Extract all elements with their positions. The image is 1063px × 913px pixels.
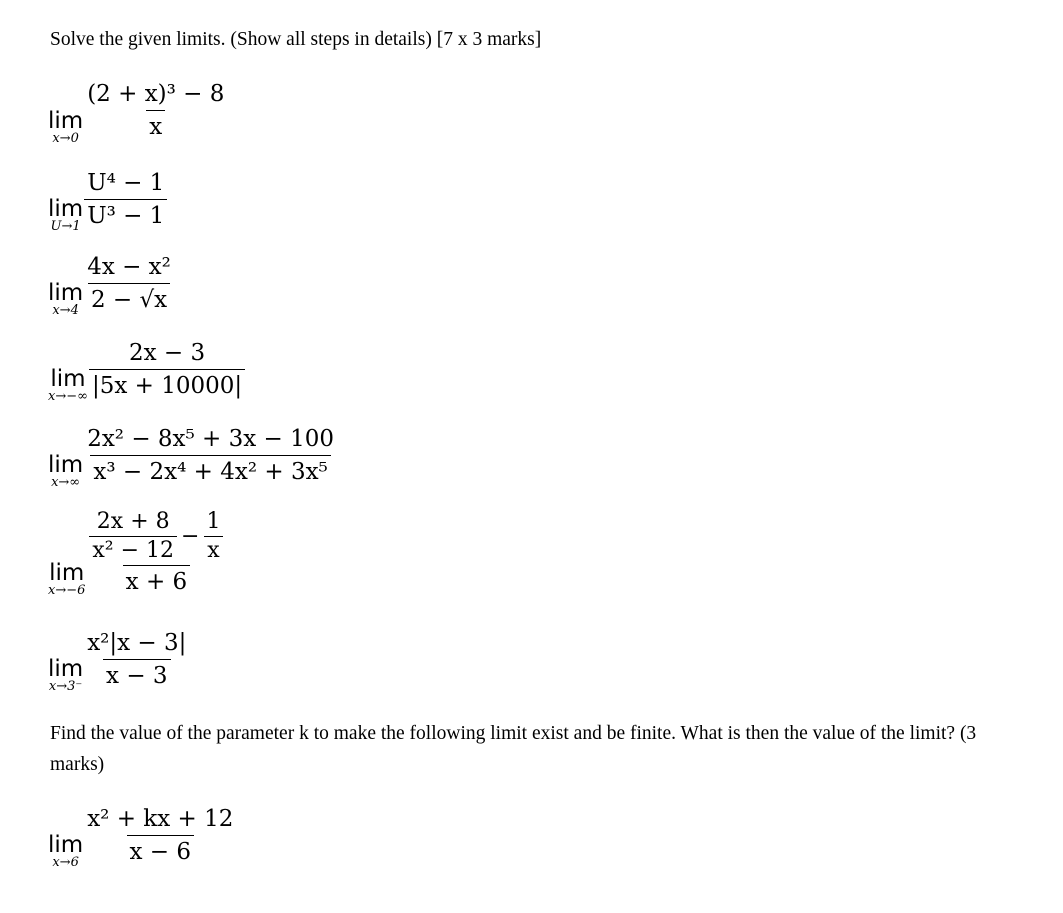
lim-word: lim (48, 196, 84, 222)
fraction (84, 253, 174, 314)
minus-sign: − (181, 523, 200, 549)
lim-word: lim (48, 832, 84, 858)
denominator: x (204, 536, 222, 563)
denominator: x − 3 (103, 659, 171, 690)
inner-fraction-2 (203, 510, 223, 563)
limit-operator (48, 562, 85, 598)
limit-expression-6 (48, 509, 226, 598)
numerator: x²|x − 3| (87, 629, 187, 656)
lim-word: lim (49, 560, 85, 586)
numerator: 2x² − 8x⁵ + 3x − 100 (87, 425, 335, 452)
numerator: x² + kx + 12 (87, 805, 234, 832)
fraction (84, 805, 236, 866)
fraction (89, 339, 245, 400)
fraction (84, 169, 167, 230)
denominator: U³ − 1 (84, 199, 167, 230)
lim-subscript: U→1 (50, 219, 81, 234)
limit-operator (48, 368, 88, 404)
lim-word: lim (48, 452, 84, 478)
lim-subscript: x→0 (52, 131, 79, 146)
limit-operator (48, 454, 83, 490)
lim-subscript: x→4 (52, 303, 79, 318)
denominator: x − 6 (127, 835, 195, 866)
fraction (84, 629, 189, 690)
numerator: 2x − 3 (128, 339, 206, 366)
fraction (86, 510, 226, 596)
limit-operator (48, 834, 83, 870)
lim-subscript: x→−∞ (48, 389, 88, 404)
lim-subscript: x→∞ (51, 475, 81, 490)
limit-expression-3 (48, 254, 174, 318)
lim-subscript: x→3⁻ (48, 679, 83, 694)
lim-word: lim (48, 108, 84, 134)
numerator: 1 (206, 509, 221, 534)
inner-fraction-1 (89, 510, 177, 563)
parameter-question-text: Find the value of the parameter k to make the following limit exist and be finite. What is then the value of the limit? (3 marks) (50, 723, 977, 775)
denominator: x + 6 (123, 565, 191, 596)
denominator: x (146, 110, 165, 141)
parameter-limit-expression (48, 806, 236, 870)
numerator: 4x − x² (87, 253, 171, 280)
lim-word: lim (48, 280, 84, 306)
lim-subscript: x→−6 (48, 583, 86, 598)
limit-operator (48, 658, 83, 694)
limit-expression-1 (48, 80, 227, 146)
denominator: x³ − 2x⁴ + 4x² + 3x⁵ (90, 455, 330, 486)
limit-expression-4 (48, 340, 245, 404)
limit-operator (48, 110, 83, 146)
limit-expression-7 (48, 630, 189, 694)
instructions-text: Solve the given limits. (Show all steps in details) [7 x 3 marks] (50, 29, 542, 50)
lim-subscript: x→6 (52, 855, 79, 870)
denominator: x² − 12 (89, 536, 177, 563)
limit-operator (48, 282, 83, 318)
limit-expression-5 (48, 426, 337, 490)
compound-numerator (86, 510, 226, 565)
denominator: 2 − √x (88, 283, 170, 314)
lim-word: lim (50, 366, 86, 392)
limit-expression-2 (48, 170, 167, 234)
lim-word: lim (48, 656, 84, 682)
denominator: |5x + 10000| (89, 369, 245, 400)
numerator: U⁴ − 1 (87, 169, 165, 196)
fraction (84, 80, 227, 141)
fraction (84, 425, 337, 486)
limit-operator (48, 198, 83, 234)
numerator: (2 + x)³ − 8 (87, 80, 225, 107)
numerator: 2x + 8 (96, 509, 170, 534)
